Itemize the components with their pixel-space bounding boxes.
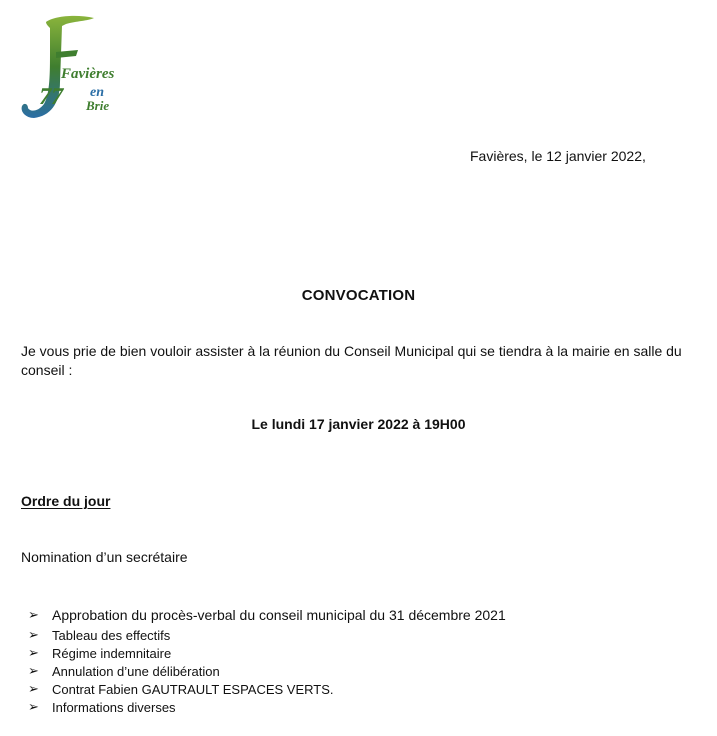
- arrowhead-bullet-icon: ➢: [28, 607, 39, 622]
- document-title: CONVOCATION: [301, 287, 416, 304]
- list-item: [28, 662, 506, 680]
- arrowhead-bullet-icon: ➢: [28, 681, 39, 696]
- arrowhead-bullet-icon: ➢: [28, 699, 39, 714]
- list-item: [28, 644, 506, 662]
- list-item: [28, 698, 506, 716]
- list-item: [28, 680, 506, 698]
- arrowhead-bullet-icon: ➢: [28, 663, 39, 678]
- logo-text-en: en: [90, 85, 104, 100]
- intro-paragraph: Je vous prie de bien vouloir assister à la réunion du Conseil Municipal qui se tiendra à la mairie en salle du conseil :: [21, 343, 682, 378]
- list-item: [28, 626, 506, 644]
- agenda-item-label: Contrat Fabien GAUTRAULT ESPACES VERTS.: [52, 681, 334, 697]
- arrowhead-bullet-icon: ➢: [28, 645, 39, 660]
- nomination-line: Nomination d’un secrétaire: [21, 549, 188, 565]
- date-line: Favières, le 12 janvier 2022,: [470, 148, 646, 164]
- agenda-item-label: Régime indemnitaire: [52, 645, 172, 661]
- agenda-item-label: Tableau des effectifs: [52, 627, 171, 643]
- agenda-heading: Ordre du jour: [21, 493, 111, 509]
- logo-text-favieres: Favières: [61, 66, 115, 82]
- arrowhead-bullet-icon: ➢: [28, 627, 39, 642]
- agenda-item-label: Annulation d’une délibération: [52, 663, 220, 679]
- agenda-item-label: Informations diverses: [52, 699, 176, 715]
- meeting-datetime: Le lundi 17 janvier 2022 à 19H00: [251, 416, 466, 432]
- list-item: [28, 604, 506, 626]
- agenda-item-label: Approbation du procès-verbal du conseil municipal du 31 décembre 2021: [52, 607, 506, 623]
- agenda-list: [28, 604, 506, 716]
- favieres-en-brie-logo: [16, 12, 126, 124]
- logo-number: 77: [36, 83, 66, 110]
- logo-text-brie: Brie: [86, 98, 110, 113]
- logo-graphic: [16, 12, 126, 124]
